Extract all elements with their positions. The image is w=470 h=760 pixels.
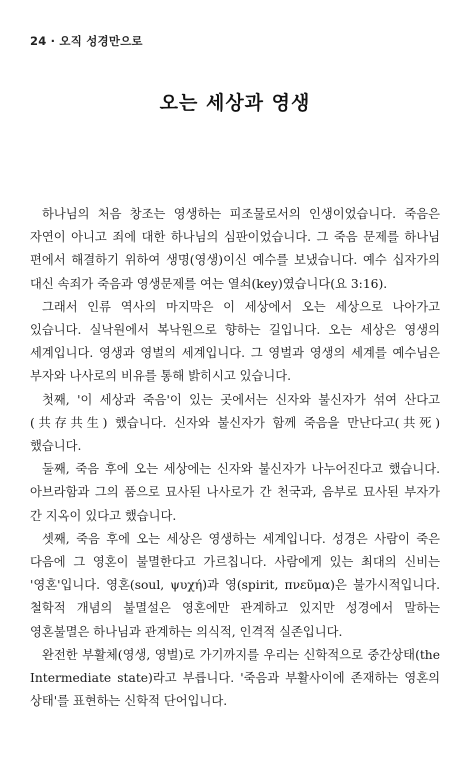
paragraph-1: 하나님의 처음 창조는 영생하는 피조물로서의 인생이었습니다. 죽음은 자연이 아니고 죄에 대한 하나님의 심판이었습니다. 그 죽음 문제를 하나님 편에서 해결하기 위하여 생명(영생)이신 예수를 보냈습니다. 예수 십자가의 대신 속죄가 죽음과 영생문제를 여는 열쇠(key)였습니다(요 3:16).: [30, 207, 440, 291]
paragraph-4: 둘째, 죽음 후에 오는 세상에는 신자와 불신자가 나누어진다고 했습니다. 아브라함과 그의 품으로 묘사된 나사로가 간 천국과, 음부로 묘사된 부자가 간 지옥이 있다고 했습니다.: [30, 462, 440, 523]
paragraph-3: 첫째, '이 세상과 죽음'이 있는 곳에서는 신자와 불신자가 섞여 산다고(共存共生) 했습니다. 신자와 불신자가 함께 죽음을 만난다고(共死) 했습니다.: [30, 392, 440, 454]
paragraph-2: 그래서 인류 역사의 마지막은 이 세상에서 오는 세상으로 나아가고 있습니다. 실낙원에서 복낙원으로 향하는 길입니다. 오는 세상은 영생의 세계입니다. 영생과 영벌의 세계입니다. 그 영벌과 영생의 세계를 예수님은 부자와 나사로의 비유를 통해 밝히시고 있습니다.: [30, 299, 440, 384]
paragraph-6: 완전한 부활체(영생, 영벌)로 가기까지를 우리는 신학적으로 중간상태(the Intermediate state)라고 부릅니다. '죽음과 부활사이에 존재하는 영혼의 상태'를 표현하는 신학적 단어입니다.: [30, 647, 440, 709]
chapter-title: 오는 세상과 영생: [159, 92, 311, 114]
running-header: 24 · 오직 성경만으로: [30, 34, 143, 48]
body-text: [30, 203, 440, 713]
paragraph-5: 셋째, 죽음 후에 오는 세상은 영생하는 세계입니다. 성경은 사람이 죽은 다음에 그 영혼이 불멸한다고 가르칩니다. 사람에게 있는 최대의 신비는 '영혼'입니다. 영혼(soul, ψυχή)과 영(spirit, πνεῦμα)은 불가시적입니다. 철학적 개념의 불멸설은 영혼에만 관계하고 있지만 성경에서 말하는 영혼불멸은 하나님과 관계하는 의식적, 인격적 실존입니다.: [30, 531, 440, 639]
